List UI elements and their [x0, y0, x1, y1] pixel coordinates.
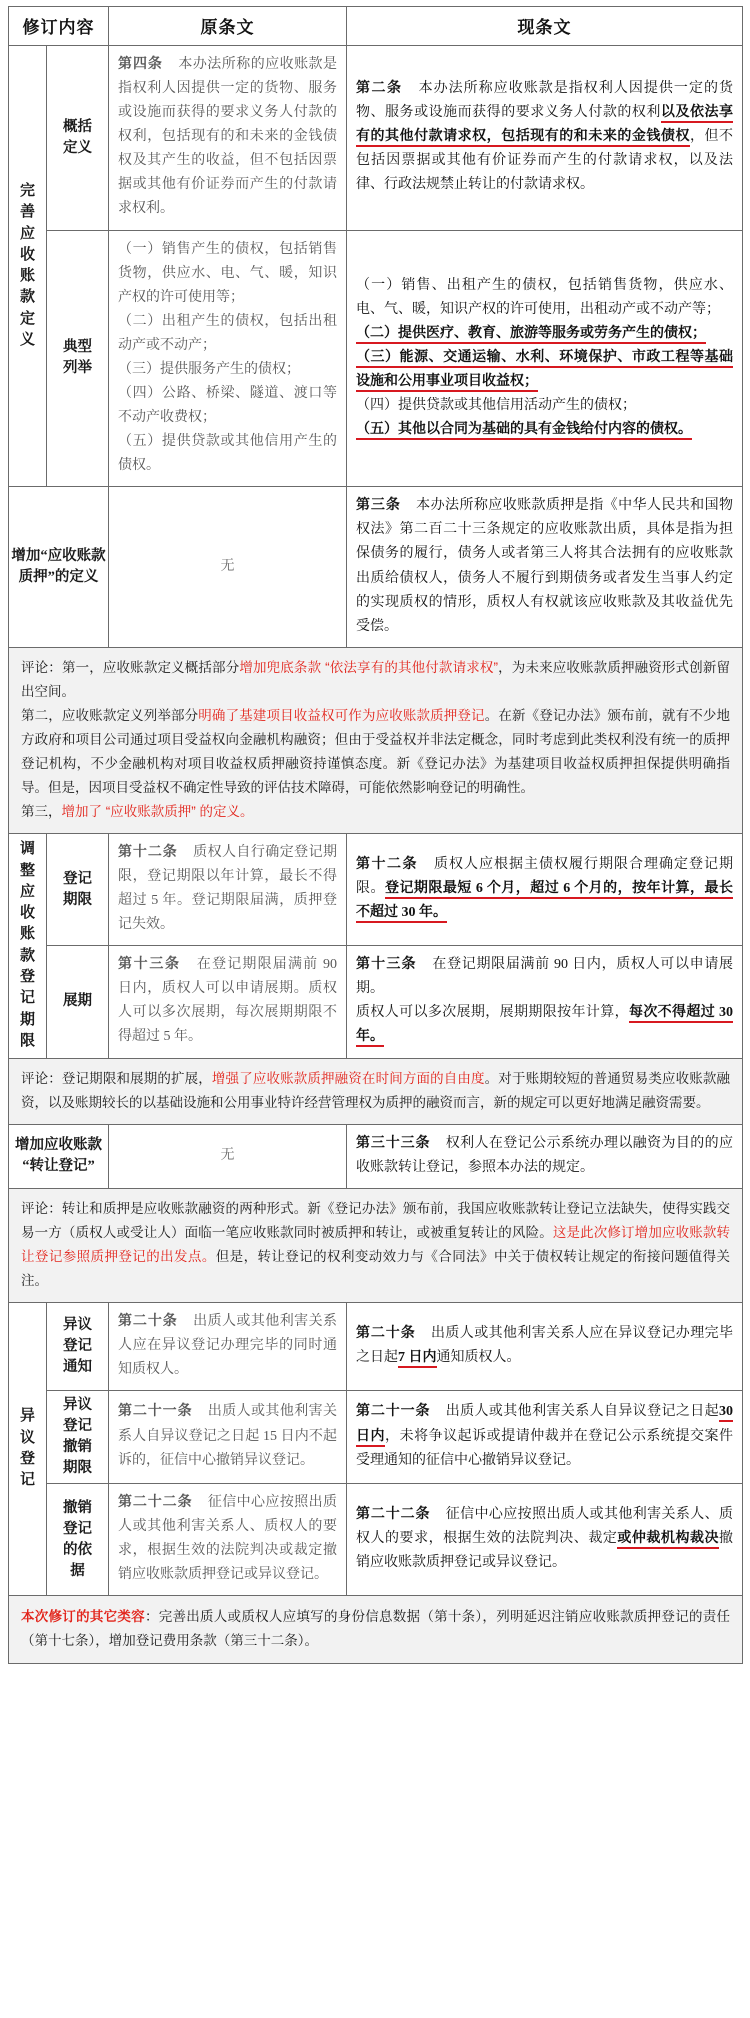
article-text-old-13: 在登记期限届满前 90 日内，质权人可以申请展期。质权人可以多次展期，每次展期期限不得超过 5 年。 — [118, 957, 338, 1045]
footer-title: 本次修订的其它类容 — [21, 1609, 145, 1625]
cell-new-typical-enumeration — [347, 230, 743, 487]
new13-highlight: 每次不得超过 30 年。 — [356, 1005, 733, 1047]
commentary-1 — [21, 656, 730, 824]
cell-old-pledge-none: 无 — [109, 487, 347, 647]
sublabel-objection-notice: 异议 登记 通知 — [47, 1302, 109, 1390]
article-number-old-13: 第十三条 — [118, 957, 181, 973]
article-number-new-33: 第三十三条 — [356, 1135, 431, 1151]
old-item-1: （一）销售产生的债权，包括销售货物，供应水、电、气、暖，知识产权的许可使用等； — [118, 241, 337, 305]
header-original-clause: 原条文 — [109, 7, 347, 46]
group-label-add-pledge-definition: 增加“应收账款质押”的定义 — [9, 487, 109, 647]
cell-old-objection-cancel-period — [109, 1391, 347, 1484]
cell-old-typical-enumeration — [109, 230, 347, 487]
table-header-row — [9, 7, 743, 46]
commentary-3 — [21, 1197, 730, 1293]
new-item-5: （五）其他以合同为基础的具有金钱给付内容的债权。 — [356, 422, 692, 440]
commentary-row-3 — [9, 1188, 743, 1302]
article-text-old-22: 征信中心应按照出质人或其他利害关系人、质权人的要求，根据生效的法院判决或裁定撤销应收账款质押登记或异议登记。 — [118, 1495, 338, 1583]
c2-s1: 评论：登记期限和展期的扩展， — [21, 1070, 212, 1086]
cell-old-general-definition — [109, 46, 347, 231]
footer-cell-other-revisions — [9, 1596, 743, 1664]
sublabel-registration-period: 登记 期限 — [47, 833, 109, 945]
cell-old-registration-period — [109, 833, 347, 945]
c1-p2-s1: 第二，应收账款定义列举部分 — [21, 707, 199, 723]
article-number-new-3: 第三条 — [356, 498, 401, 514]
footer-body: ：完善出质人或质权人应填写的身份信息数据（第十条），列明延迟注销应收账款质押登记的责任（第十七条），增加登记费用条款（第三十二条）。 — [21, 1609, 731, 1649]
c1-p1-s1: 评论：第一，应收账款定义概括部分 — [21, 659, 240, 675]
article-number-new-13: 第十三条 — [356, 957, 417, 973]
table-row-typical-enumeration — [9, 230, 743, 487]
old-item-4: （四）公路、桥梁、隧道、渡口等不动产收费权； — [118, 386, 337, 426]
c3-s1: 评论：转让和质押是应收账款融资的两种形式。新《登记办法》颁布前，我国应收账款转让登记立法缺失，使得实践交易一方（质权人或受让人）面临一笔应收账款同时被质押和转让，或被重复转让的风险。 — [21, 1200, 730, 1240]
article-text-old-21: 出质人或其他利害关系人自异议登记之日起 15 日内不起诉的，征信中心撤销异议登记。 — [118, 1404, 338, 1468]
new21-plain-2: ，未将争议起诉或提请仲裁并在登记公示系统提交案件受理通知的征信中心撤销异议登记。 — [356, 1428, 734, 1468]
article-number-old-20: 第二十条 — [118, 1313, 178, 1329]
article-text-new-3: 本办法所称应收账款质押是指《中华人民共和国物权法》第二百二十三条规定的应收账款出质，具体是指为担保债务的履行，债务人或者第三人将其合法拥有的应收账款出质给债权人，债务人不履行到期债务或者发生当事人约定的实现质权的情形，质权人有权就该应收账款及其收益优先受偿。 — [356, 498, 734, 634]
commentary-2 — [21, 1067, 730, 1115]
article-part-plain-1: 本办法所称应收账款是指权利人因提供一定的货物、服务或设施而获得的要求义务人付款的权利 — [356, 81, 733, 121]
article-number-new-22: 第二十二条 — [356, 1507, 431, 1523]
c1-p3-s1: 第三， — [21, 803, 62, 819]
cell-new-registration-period — [347, 833, 743, 945]
article-text-new-33: 权利人在登记公示系统办理以融资为目的的应收账款转让登记，参照本办法的规定。 — [356, 1135, 734, 1175]
group-label-add-transfer-registration: 增加应收账款“转让登记” — [9, 1124, 109, 1188]
commentary-row-1 — [9, 647, 743, 833]
new21-plain-1: 出质人或其他利害关系人自异议登记之日起 — [445, 1404, 720, 1420]
table-row-cancel-basis — [9, 1484, 743, 1596]
cell-old-objection-notice — [109, 1302, 347, 1390]
sublabel-typical-enumeration: 典型 列举 — [47, 230, 109, 487]
new22-highlight: 或仲裁机构裁决 — [617, 1531, 719, 1549]
new-item-3: （三）能源、交通运输、水利、环境保护、市政工程等基础设施和公用事业项目收益权； — [356, 350, 733, 392]
article-number-old-4: 第四条 — [118, 57, 163, 72]
commentary-row-2 — [9, 1058, 743, 1124]
cell-new-pledge-definition — [347, 487, 743, 647]
article-text-old-4: 本办法所称的应收账款是指权利人因提供一定的货物、服务或设施而获得的要求义务人付款的权利，包括现有的和未来的金钱债权及其产生的收益，但不包括因票据或其他有价证券而产生的付款请求权利。 — [118, 57, 338, 217]
article-number-new-12: 第十二条 — [356, 856, 418, 872]
comparison-table-definitions — [8, 6, 743, 1664]
cell-new-cancel-basis — [347, 1484, 743, 1596]
new13-plain-1: 在登记期限届满前 90 日内，质权人可以申请展期。 — [356, 957, 734, 997]
old-item-5: （五）提供贷款或其他信用产生的债权。 — [118, 434, 337, 474]
c1-p1-s2: 增加兜底条款 “依法享有的其他付款请求权” — [239, 659, 499, 675]
new12-highlight: 登记期限最短 6 个月，超过 6 个月的，按年计算，最长不超过 30 年。 — [356, 881, 733, 923]
article-part-highlight-1: 以及依法享有的其他付款请求权，包括现有的和未来的金钱债权 — [356, 105, 733, 147]
footer-other-revisions — [21, 1605, 730, 1653]
table-row-general-definition — [9, 46, 743, 231]
group-label-objection-registration: 异 议 登 记 — [9, 1302, 47, 1596]
cell-old-extension — [109, 946, 347, 1058]
new20-plain-2: 通知质权人。 — [436, 1349, 521, 1365]
new20-highlight: 7 日内 — [398, 1350, 437, 1368]
table-row-objection-notice — [9, 1302, 743, 1390]
new-item-1: （一）销售、出租产生的债权，包括销售货物，供应水、电、气、暖，知识产权的许可使用，出租动产或不动产等； — [356, 277, 733, 317]
article-text-old-20: 出质人或其他利害关系人应在异议登记办理完毕的同时通知质权人。 — [118, 1313, 338, 1377]
c3-s2: 这是此次修订增加应收账款转让登记参照质押登记的出发点。 — [21, 1224, 731, 1264]
cell-old-transfer-none: 无 — [109, 1124, 347, 1188]
commentary-cell-3 — [9, 1188, 743, 1302]
c3-s3: 但是，转让登记的权利变动效力与《合同法》中关于债权转让规定的衔接问题值得关注。 — [21, 1248, 731, 1288]
article-text-old-12: 质权人自行确定登记期限，登记期限以年计算，最长不得超过 5 年。登记期限届满，质押登记失效。 — [118, 844, 338, 933]
c1-p2-s2: 明确了基建项目收益权可作为应收账款质押登记 — [198, 707, 485, 723]
new13-plain-2: 质权人可以多次展期，展期期限按年计算， — [356, 1005, 629, 1021]
article-number-new-21: 第二十一条 — [356, 1404, 431, 1420]
new12-plain: 质权人应根据主债权履行期限合理确定登记期限。 — [356, 856, 733, 897]
c1-p1-s3: ，为未来应收账款质押融资形式创新留出空间。 — [21, 659, 731, 699]
article-number-new-20: 第二十条 — [356, 1325, 416, 1341]
c1-p3-s2: 增加了 “应收账款质押” 的定义。 — [61, 803, 254, 819]
old-item-2: （二）出租产生的债权，包括出租动产或不动产； — [118, 313, 337, 353]
commentary-cell-1 — [9, 647, 743, 833]
header-revision-content: 修订内容 — [9, 7, 109, 46]
article-number-old-22: 第二十二条 — [118, 1495, 193, 1511]
commentary-cell-2 — [9, 1058, 743, 1124]
article-number-new-2: 第二条 — [356, 81, 403, 97]
cell-new-objection-notice — [347, 1302, 743, 1390]
table-row-extension — [9, 946, 743, 1058]
new20-plain-1: 出质人或其他利害关系人应在异议登记办理完毕之日起 — [356, 1325, 734, 1365]
old-item-3: （三）提供服务产生的债权； — [118, 361, 300, 377]
sublabel-cancel-basis: 撤销 登记 的依 据 — [47, 1484, 109, 1596]
sublabel-objection-cancel-period: 异议 登记 撤销 期限 — [47, 1391, 109, 1484]
cell-new-extension — [347, 946, 743, 1058]
new-item-4: （四）提供贷款或其他信用活动产生的债权； — [356, 398, 636, 414]
c2-s2: 增强了应收账款质押融资在时间方面的自由度 — [211, 1070, 485, 1086]
group-label-adjust-registration-period: 调 整 应 收 账 款 登 记 期 限 — [9, 833, 47, 1058]
table-row-registration-period — [9, 833, 743, 945]
sublabel-extension: 展期 — [47, 946, 109, 1058]
cell-new-transfer-registration — [347, 1124, 743, 1188]
new22-plain-1: 征信中心应按照出质人或其他利害关系人、质权人的要求，根据生效的法院判决、裁定 — [356, 1507, 734, 1547]
table-row-pledge-definition — [9, 487, 743, 647]
sublabel-general-definition: 概括 定义 — [47, 46, 109, 231]
group-label-improve-definition: 完 善 应 收 账 款 定 义 — [9, 46, 47, 487]
table-row-transfer-registration — [9, 1124, 743, 1188]
new21-highlight: 30 日内 — [356, 1404, 733, 1446]
new-item-2: （二）提供医疗、教育、旅游等服务或劳务产生的债权； — [356, 326, 706, 344]
cell-old-cancel-basis — [109, 1484, 347, 1596]
article-part-plain-2: ，但不包括因票据或其他有价证券而产生的付款请求权，以及法律、行政法规禁止转让的付款请求权。 — [356, 129, 734, 193]
article-number-old-21: 第二十一条 — [118, 1404, 193, 1420]
cell-new-objection-cancel-period — [347, 1391, 743, 1484]
new22-plain-2: 撤销应收账款质押登记或异议登记。 — [356, 1531, 733, 1571]
article-number-old-12: 第十二条 — [118, 844, 178, 860]
footer-row-other-revisions — [9, 1596, 743, 1664]
c2-s3: 。对于账期较短的普通贸易类应收账款融资，以及账期较长的以基础设施和公用事业特许经营管理权为质押的融资而言，新的规定可以更好地满足融资需要。 — [21, 1070, 731, 1110]
header-current-clause: 现条文 — [347, 7, 743, 46]
c1-p2-s3: 。在新《登记办法》颁布前，就有不少地方政府和项目公司通过项目受益权向金融机构融资；但由于受益权并非法定概念，同时考虑到此类权利没有统一的质押登记机构，不少金融机构对项目收益权质押融资持谨慎态度。新《登记办法》为基建项目收益权质押担保提供明确指导。但是，因项目受益权不确定性导致的评估技术障碍，可能依然影响登记的明确性。 — [21, 707, 731, 795]
cell-new-general-definition — [347, 46, 743, 231]
table-row-objection-cancel-period — [9, 1391, 743, 1484]
